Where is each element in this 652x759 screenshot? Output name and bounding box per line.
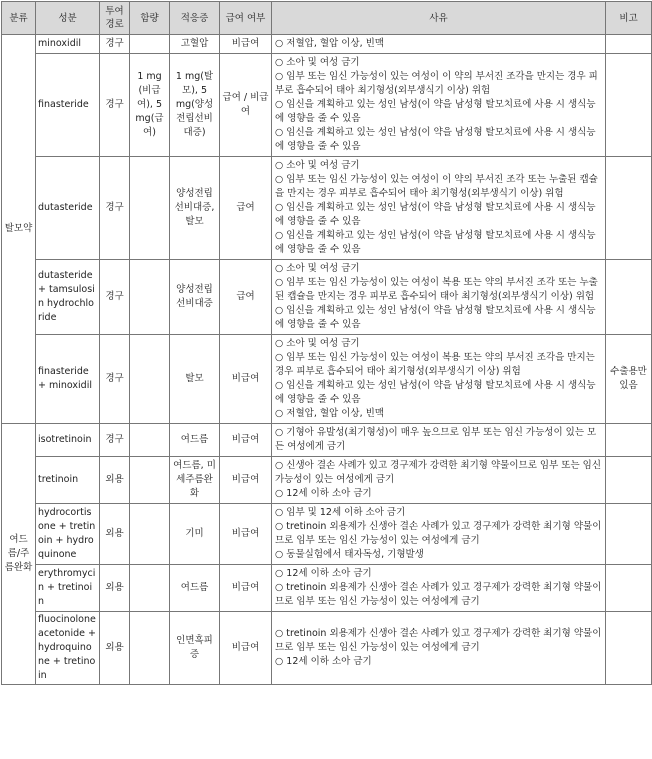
route-cell: 외용 (100, 457, 130, 504)
header-row (2, 2, 652, 35)
indication-cell: 고혈압 (170, 35, 220, 54)
table-row (2, 612, 652, 685)
dose-cell (130, 260, 170, 335)
route-cell: 경구 (100, 54, 130, 157)
note-cell (606, 457, 652, 504)
indication-cell: 양성전립선비대증 (170, 260, 220, 335)
reason-line: ○ 임신을 계획하고 있는 성인 남성(이 약을 남성형 탈모치료에 사용 시 생식능에 영향을 줄 수 있음 (275, 230, 596, 255)
dose-cell (130, 35, 170, 54)
reason-line: ○ 임신을 계획하고 있는 성인 남성(이 약을 남성형 탈모치료에 사용 시 생식능에 영향을 줄 수 있음 (275, 99, 596, 124)
reason-line: ○ tretinoin 외용제가 신생아 결손 사례가 있고 경구제가 강력한 최기형 약물이므로 임부 또는 임신 가능성이 있는 여성에게 금기 (275, 582, 602, 607)
indication-cell: 기미 (170, 504, 220, 565)
reason-line: ○ 12세 이하 소아 금기 (275, 568, 372, 579)
header-ingredient: 성분 (36, 2, 100, 35)
table-row (2, 54, 652, 157)
dose-cell (130, 157, 170, 260)
route-cell: 경구 (100, 260, 130, 335)
reason-line: ○ 저혈압, 혈압 이상, 빈맥 (275, 408, 385, 419)
coverage-cell: 급여 (220, 260, 272, 335)
note-cell (606, 54, 652, 157)
reason-line: ○ 임신을 계획하고 있는 성인 남성(이 약을 남성형 탈모치료에 사용 시 생식능에 영향을 줄 수 있음 (275, 380, 596, 405)
reason-line: ○ 임신을 계획하고 있는 성인 남성(이 약을 남성형 탈모치료에 사용 시 생식능에 영향을 줄 수 있음 (275, 127, 596, 152)
reason-cell (272, 504, 606, 565)
table-row (2, 335, 652, 424)
dose-cell (130, 504, 170, 565)
dose-cell: 1 mg(비급여), 5 mg(급여) (130, 54, 170, 157)
route-cell: 경구 (100, 335, 130, 424)
coverage-cell: 비급여 (220, 504, 272, 565)
reason-line: ○ 임부 또는 임신 가능성이 있는 여성이 복용 또는 약의 부서진 조각 또는 누출된 캡슐을 만지는 경우 피부로 흡수되어 태아 최기형성(외부생식기 이상) 위험 (275, 277, 598, 302)
ingredient-cell: tretinoin (36, 457, 100, 504)
reason-cell (272, 35, 606, 54)
note-cell (606, 157, 652, 260)
reason-line: ○ 소아 및 여성 금기 (275, 57, 360, 68)
reason-line: ○ 저혈압, 혈압 이상, 빈맥 (275, 38, 385, 49)
reason-line: ○ 임부 또는 임신 가능성이 있는 여성이 이 약의 부서진 조각을 만지는 경우 피부로 흡수되어 태아 최기형성(외부생식기 이상) 위험 (275, 71, 598, 96)
dose-cell (130, 612, 170, 685)
header-indication: 적응증 (170, 2, 220, 35)
reason-line: ○ 소아 및 여성 금기 (275, 338, 360, 349)
coverage-cell: 비급여 (220, 35, 272, 54)
ingredient-cell: hydrocortisone + tretinoin + hydroquinone (36, 504, 100, 565)
reason-line: ○ 임신을 계획하고 있는 성인 남성(이 약을 남성형 탈모치료에 사용 시 생식능에 영향을 줄 수 있음 (275, 305, 596, 330)
reason-line: ○ 소아 및 여성 금기 (275, 263, 360, 274)
table-row (2, 424, 652, 457)
header-category: 분류 (2, 2, 36, 35)
indication-cell: 여드름 (170, 424, 220, 457)
reason-line: ○ 12세 이하 소아 금기 (275, 488, 372, 499)
coverage-cell: 비급여 (220, 612, 272, 685)
header-dose: 함량 (130, 2, 170, 35)
category-cell: 여드름/주름완화 (2, 424, 36, 685)
indication-cell: 1 mg(탈모), 5 mg(양성전립선비대증) (170, 54, 220, 157)
reason-line: ○ 임부 또는 임신 가능성이 있는 여성이 복용 또는 약의 부서진 조각을 만지는 경우 피부로 흡수되어 태아 최기형성(외부생식기 이상) 위험 (275, 352, 595, 377)
reason-line: ○ 12세 이하 소아 금기 (275, 656, 372, 667)
ingredient-cell: erythromycin + tretinoin (36, 565, 100, 612)
route-cell: 외용 (100, 612, 130, 685)
table-row (2, 565, 652, 612)
coverage-cell: 비급여 (220, 335, 272, 424)
reason-cell (272, 335, 606, 424)
route-cell: 외용 (100, 565, 130, 612)
dose-cell (130, 424, 170, 457)
reason-cell (272, 612, 606, 685)
ingredient-cell: finasteride + minoxidil (36, 335, 100, 424)
table-row (2, 260, 652, 335)
table-row (2, 504, 652, 565)
table-body (2, 35, 652, 685)
ingredient-cell: dutasteride (36, 157, 100, 260)
dose-cell (130, 565, 170, 612)
ingredient-cell: fluocinolone acetonide + hydroquinone + tretinoin (36, 612, 100, 685)
indication-cell: 여드름 (170, 565, 220, 612)
header-note: 비고 (606, 2, 652, 35)
coverage-cell: 비급여 (220, 457, 272, 504)
drug-restriction-table (1, 1, 652, 685)
reason-line: ○ 동물실험에서 태자독성, 기형발생 (275, 549, 424, 560)
note-cell: 수출용만 있음 (606, 335, 652, 424)
coverage-cell: 급여 / 비급여 (220, 54, 272, 157)
category-cell: 탈모약 (2, 35, 36, 424)
route-cell: 외용 (100, 504, 130, 565)
ingredient-cell: isotretinoin (36, 424, 100, 457)
indication-cell: 탈모 (170, 335, 220, 424)
table-row (2, 35, 652, 54)
table-row (2, 157, 652, 260)
ingredient-cell: minoxidil (36, 35, 100, 54)
ingredient-cell: dutasteride + tamsulosin hydrochloride (36, 260, 100, 335)
header-reason: 사유 (272, 2, 606, 35)
coverage-cell: 비급여 (220, 565, 272, 612)
note-cell (606, 424, 652, 457)
reason-cell (272, 565, 606, 612)
reason-cell (272, 260, 606, 335)
note-cell (606, 565, 652, 612)
indication-cell: 여드름, 미세주름완화 (170, 457, 220, 504)
reason-line: ○ 임신을 계획하고 있는 성인 남성(이 약을 남성형 탈모치료에 사용 시 생식능에 영향을 줄 수 있음 (275, 202, 596, 227)
reason-line: ○ tretinoin 외용제가 신생아 결손 사례가 있고 경구제가 강력한 최기형 약물이므로 임부 또는 임신 가능성이 있는 여성에게 금기 (275, 521, 602, 546)
note-cell (606, 260, 652, 335)
reason-cell (272, 54, 606, 157)
reason-line: ○ 소아 및 여성 금기 (275, 160, 360, 171)
coverage-cell: 비급여 (220, 424, 272, 457)
indication-cell: 양성전립선비대증, 탈모 (170, 157, 220, 260)
note-cell (606, 612, 652, 685)
dose-cell (130, 335, 170, 424)
reason-line: ○ tretinoin 외용제가 신생아 결손 사례가 있고 경구제가 강력한 최기형 약물이므로 임부 또는 임신 가능성이 있는 여성에게 금기 (275, 628, 602, 653)
reason-line: ○ 임부 및 12세 이하 소아 금기 (275, 507, 406, 518)
coverage-cell: 급여 (220, 157, 272, 260)
dose-cell (130, 457, 170, 504)
route-cell: 경구 (100, 157, 130, 260)
reason-cell (272, 424, 606, 457)
table-row (2, 457, 652, 504)
reason-line: ○ 임부 또는 임신 가능성이 있는 여성이 이 약의 부서진 조각 또는 누출된 캡슐을 만지는 경우 피부로 흡수되어 태아 최기형성(외부생식기 이상) 위험 (275, 174, 598, 199)
reason-line: ○ 기형아 유발성(최기형성)이 매우 높으므로 임부 또는 임신 가능성이 있는 모든 여성에게 금기 (275, 427, 597, 452)
header-route: 투여경로 (100, 2, 130, 35)
route-cell: 경구 (100, 424, 130, 457)
indication-cell: 인면흑피증 (170, 612, 220, 685)
note-cell (606, 35, 652, 54)
note-cell (606, 504, 652, 565)
route-cell: 경구 (100, 35, 130, 54)
reason-cell (272, 157, 606, 260)
reason-line: ○ 신생아 결손 사례가 있고 경구제가 강력한 최기형 약물이므로 임부 또는 임신 가능성이 있는 여성에게 금기 (275, 460, 601, 485)
ingredient-cell: finasteride (36, 54, 100, 157)
reason-cell (272, 457, 606, 504)
header-coverage: 급여 여부 (220, 2, 272, 35)
